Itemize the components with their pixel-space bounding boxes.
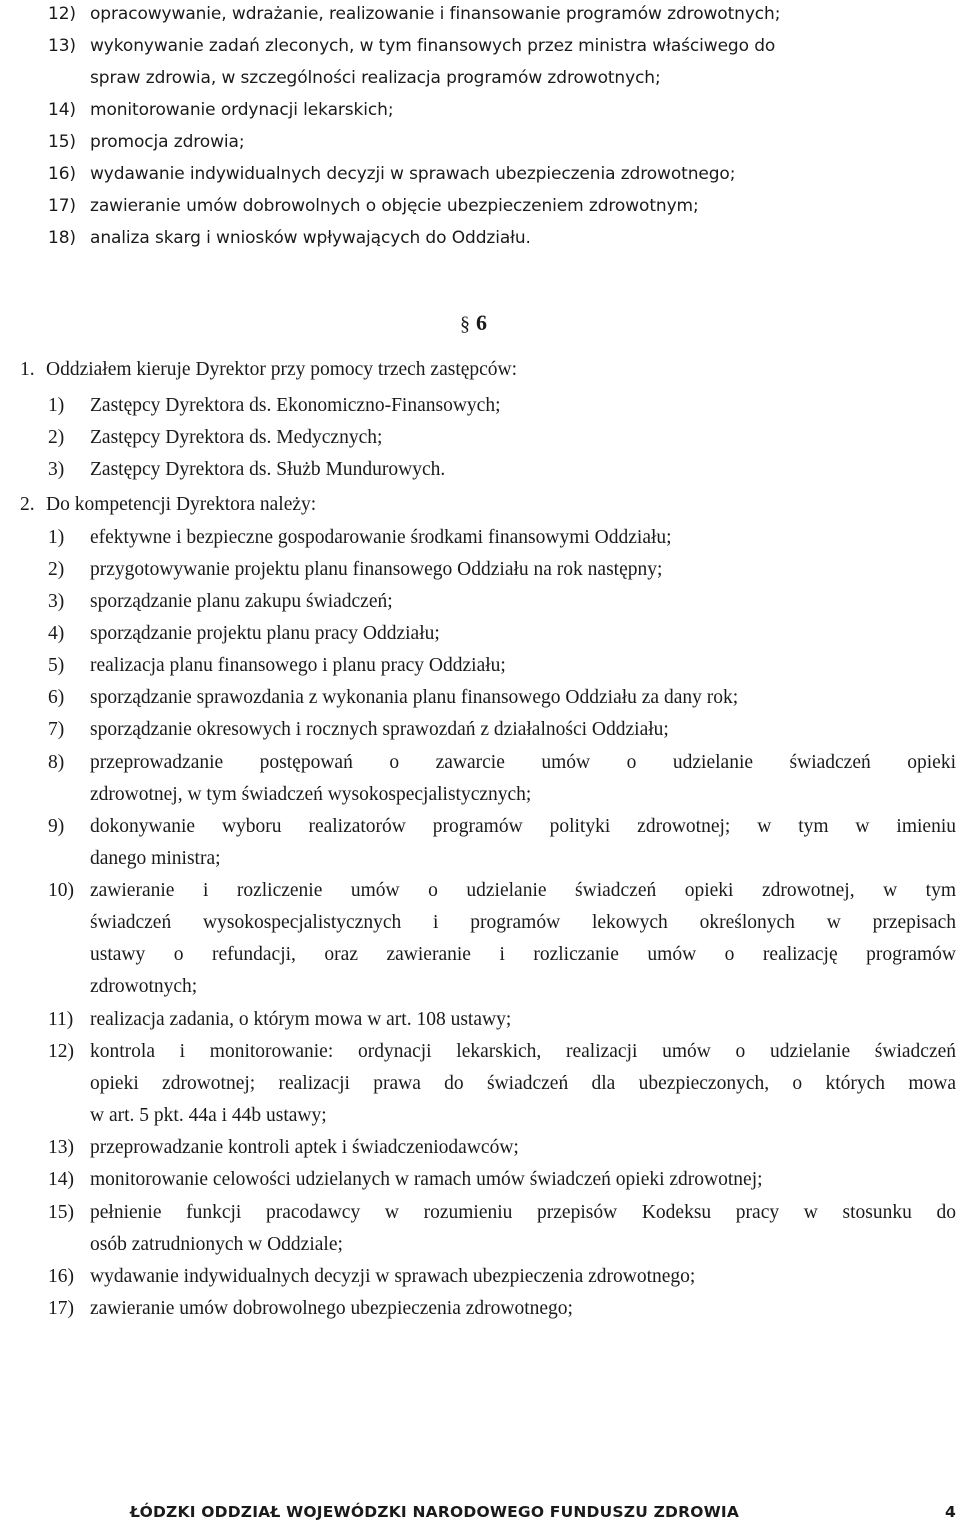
item-text: sporządzanie planu zakupu świadczeń; bbox=[90, 591, 393, 612]
paragraph-text: Oddziałem kieruje Dyrektor przy pomocy trzech zastępców: bbox=[46, 359, 518, 380]
item-number: 1) bbox=[48, 395, 65, 416]
page-number: 4 bbox=[945, 1503, 956, 1521]
paragraph-number: 1. bbox=[20, 359, 35, 380]
item-number: 7) bbox=[48, 719, 65, 740]
section-heading bbox=[460, 310, 487, 337]
item-number: 13) bbox=[48, 36, 76, 56]
item-text: Zastępcy Dyrektora ds. Medycznych; bbox=[90, 427, 383, 448]
item-text: spraw zdrowia, w szczególności realizacja programów zdrowotnych; bbox=[90, 68, 661, 88]
item-text: wydawanie indywidualnych decyzji w sprawach ubezpieczenia zdrowotnego; bbox=[90, 1266, 696, 1287]
item-text: monitorowanie ordynacji lekarskich; bbox=[90, 100, 394, 120]
item-text: zawieranie umów dobrowolnego ubezpieczenia zdrowotnego; bbox=[90, 1298, 573, 1319]
section-symbol: § bbox=[460, 313, 470, 335]
item-text: sporządzanie okresowych i rocznych sprawozdań z działalności Oddziału; bbox=[90, 719, 669, 740]
item-number: 15) bbox=[48, 132, 76, 152]
item-text: efektywne i bezpieczne gospodarowanie środkami finansowymi Oddziału; bbox=[90, 527, 672, 548]
item-number: 14) bbox=[48, 100, 76, 120]
item-number: 11) bbox=[48, 1009, 74, 1030]
section-number: 6 bbox=[476, 310, 487, 335]
item-number: 2) bbox=[48, 427, 65, 448]
item-number: 16) bbox=[48, 1266, 74, 1287]
item-text: Zastępcy Dyrektora ds. Służb Mundurowych. bbox=[90, 459, 446, 480]
item-text: zdrowotnej, w tym świadczeń wysokospecjalistycznych; bbox=[90, 784, 532, 805]
item-number: 17) bbox=[48, 1298, 74, 1319]
item-text: ustawy o refundacji, oraz zawieranie i rozliczanie umów o realizację programów bbox=[90, 944, 956, 965]
footer-title: ŁÓDZKI ODDZIAŁ WOJEWÓDZKI NARODOWEGO FUNDUSZU ZDROWIA bbox=[130, 1503, 740, 1521]
item-text: Zastępcy Dyrektora ds. Ekonomiczno-Finansowych; bbox=[90, 395, 501, 416]
item-text: sporządzanie sprawozdania z wykonania planu finansowego Oddziału za dany rok; bbox=[90, 687, 739, 708]
item-number: 2) bbox=[48, 559, 65, 580]
item-number: 17) bbox=[48, 196, 76, 216]
item-text: zawieranie umów dobrowolnych o objęcie ubezpieczeniem zdrowotnym; bbox=[90, 196, 699, 216]
paragraph-number: 2. bbox=[20, 494, 35, 515]
item-number: 18) bbox=[48, 228, 76, 248]
item-text: zawieranie i rozliczenie umów o udzielanie świadczeń opieki zdrowotnej, w tym bbox=[90, 880, 956, 901]
item-number: 15) bbox=[48, 1202, 74, 1223]
item-number: 9) bbox=[48, 816, 65, 837]
item-text: danego ministra; bbox=[90, 848, 221, 869]
item-text: osób zatrudnionych w Oddziale; bbox=[90, 1234, 343, 1255]
item-text: analiza skarg i wniosków wpływających do Oddziału. bbox=[90, 228, 531, 248]
item-text: wydawanie indywidualnych decyzji w sprawach ubezpieczenia zdrowotnego; bbox=[90, 164, 736, 184]
item-number: 5) bbox=[48, 655, 65, 676]
item-text: przeprowadzanie kontroli aptek i świadczeniodawców; bbox=[90, 1137, 519, 1158]
item-text: opracowywanie, wdrażanie, realizowanie i finansowanie programów zdrowotnych; bbox=[90, 4, 781, 24]
item-number: 10) bbox=[48, 880, 74, 901]
item-number: 3) bbox=[48, 459, 65, 480]
item-number: 14) bbox=[48, 1169, 74, 1190]
item-number: 16) bbox=[48, 164, 76, 184]
item-number: 12) bbox=[48, 1041, 74, 1062]
item-text: zdrowotnych; bbox=[90, 976, 198, 997]
item-number: 6) bbox=[48, 687, 65, 708]
item-number: 13) bbox=[48, 1137, 74, 1158]
item-number: 4) bbox=[48, 623, 65, 644]
item-number: 1) bbox=[48, 527, 65, 548]
item-text: pełnienie funkcji pracodawcy w rozumieniu przepisów Kodeksu pracy w stosunku do bbox=[90, 1202, 956, 1223]
paragraph-text: Do kompetencji Dyrektora należy: bbox=[46, 494, 317, 515]
item-text: przygotowywanie projektu planu finansowego Oddziału na rok następny; bbox=[90, 559, 663, 580]
item-text: monitorowanie celowości udzielanych w ramach umów świadczeń opieki zdrowotnej; bbox=[90, 1169, 763, 1190]
item-text: realizacja planu finansowego i planu pracy Oddziału; bbox=[90, 655, 506, 676]
item-text: wykonywanie zadań zleconych, w tym finansowych przez ministra właściwego do bbox=[90, 36, 776, 56]
item-text: świadczeń wysokospecjalistycznych i programów lekowych określonych w przepisach bbox=[90, 912, 956, 933]
item-text: promocja zdrowia; bbox=[90, 132, 245, 152]
item-text: kontrola i monitorowanie: ordynacji lekarskich, realizacji umów o udzielanie świadczeń bbox=[90, 1041, 956, 1062]
item-text: w art. 5 pkt. 44a i 44b ustawy; bbox=[90, 1105, 327, 1126]
item-text: przeprowadzanie postępowań o zawarcie umów o udzielanie świadczeń opieki bbox=[90, 752, 956, 773]
item-text: opieki zdrowotnej; realizacji prawa do świadczeń dla ubezpieczonych, o których mowa bbox=[90, 1073, 956, 1094]
item-number: 3) bbox=[48, 591, 65, 612]
item-text: dokonywanie wyboru realizatorów programów polityki zdrowotnej; w tym w imieniu bbox=[90, 816, 956, 837]
item-number: 12) bbox=[48, 4, 76, 24]
item-text: realizacja zadania, o którym mowa w art. 108 ustawy; bbox=[90, 1009, 512, 1030]
item-number: 8) bbox=[48, 752, 65, 773]
item-text: sporządzanie projektu planu pracy Oddziału; bbox=[90, 623, 440, 644]
